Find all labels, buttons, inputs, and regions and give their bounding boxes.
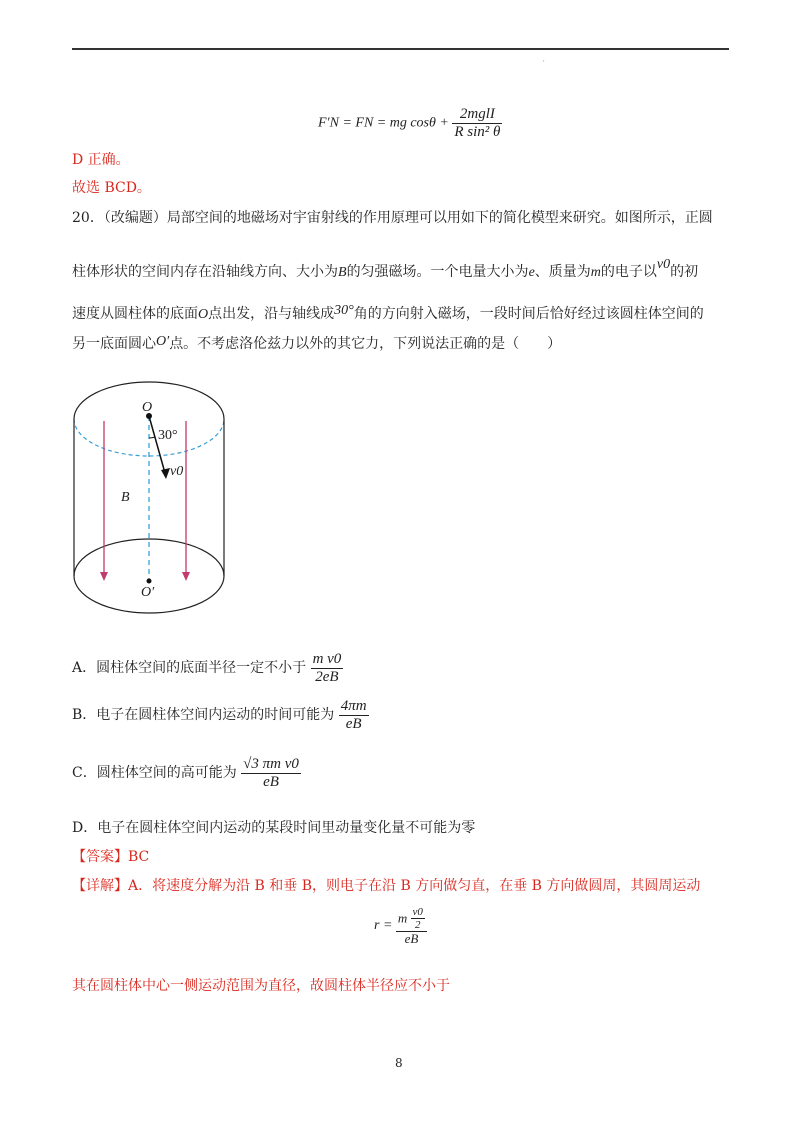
figure-label-v0: v0 [170,464,184,479]
option-a-denominator: 2eB [315,668,339,685]
q3-part-a: 速度从圆柱体的底面 [72,306,198,322]
question-line-4 [72,334,561,355]
radius-fraction [396,906,427,946]
q2-symbol-b: B [338,265,347,280]
radius-numerator [396,906,427,932]
question-line-3 [72,304,704,325]
option-c-fraction [241,756,301,791]
figure-label-b: B [121,490,130,505]
radius-inner-den: 2 [414,919,421,931]
option-b-numerator: 4πm [340,697,367,714]
d-correct-text: D 正确。 [72,152,130,168]
figure-label-o-prime: O′ [141,585,155,600]
radius-inner-num: v0 [412,906,423,918]
radius-num-m: m [397,910,408,926]
option-a [72,650,343,686]
figure-label-o: O [142,400,153,415]
question-line-1: 20．（改编题）局部空间的地磁场对宇宙射线的作用原理可以用如下的简化模型来研究。如图所示，正圆 [72,210,713,226]
answer-detail-label: 【详解】 [72,878,128,894]
option-b-fraction [339,698,369,733]
angle-arc [149,437,155,438]
option-c-text: C．圆柱体空间的高可能为 [72,765,237,781]
question-line-2 [72,257,699,283]
q3-part-b: 点出发，沿与轴线成 [208,306,335,322]
answer-detail-text: A．将速度分解为沿 B 和垂 B，则电子在沿 B 方向做匀直，在垂 B 方向做圆周，其圆周运动 [128,878,701,894]
answer-last-line: 其在圆柱体中心一侧运动范围为直径，故圆柱体半径应不小于 [72,978,450,994]
q4-symbol-o-prime: O′ [156,334,170,349]
top-equation-denominator: R sin² θ [454,124,501,140]
q4-part-b: 点。不考虑洛伦兹力以外的其它力，下列说法正确的是（ ） [169,336,562,352]
top-equation-fraction [452,106,502,141]
header-mark: ' [543,60,545,67]
q2-part-a: 柱体形状的空间内存在沿轴线方向、大小为 [72,264,338,280]
choose-text: 故选 BCD。 [72,180,151,196]
top-equation-lhs: F′N = FN = mg cosθ + [318,115,449,131]
q3-symbol-o: O [198,307,209,322]
option-c-denominator: eB [263,773,279,790]
option-b-text: B．电子在圆柱体空间内运动的时间可能为 [72,707,335,723]
q2-part-d: 的电子以 [600,264,657,280]
option-c-numerator: √3 πm v0 [243,755,299,772]
radius-inner-fraction [411,906,425,931]
q2-part-e: 的初 [670,264,699,280]
top-equation [318,106,502,141]
field-arrow-left [100,572,108,581]
figure-label-angle: 30° [158,428,178,443]
radius-denominator: eB [404,931,419,946]
q2-symbol-m: m [590,265,601,280]
answer-label: 【答案】BC [72,849,150,865]
q2-symbol-e: e [528,265,535,280]
q3-angle: 30° [334,303,354,318]
answer-detail [72,876,700,896]
top-equation-numerator: 2mglI [452,106,502,124]
q3-part-c: 角的方向射入磁场，一段时间后恰好经过该圆柱体空间的 [353,306,704,322]
radius-equation [374,906,427,946]
q2-part-c: 、质量为 [534,264,591,280]
option-a-text: A．圆柱体空间的底面半径一定不小于 [72,660,307,676]
radius-lhs: r = [374,918,393,933]
option-b-denominator: eB [345,715,362,732]
option-a-fraction [311,651,344,686]
velocity-arrowhead [161,468,170,479]
velocity-vector [149,416,165,473]
q4-part-a: 另一底面圆心 [72,336,156,352]
field-arrow-right [182,572,190,581]
header-rule [72,48,729,50]
q2-part-b: 的匀强磁场。一个电量大小为 [346,264,529,280]
option-c [72,755,301,791]
option-a-numerator: m v0 [312,650,342,667]
point-o-prime [147,579,152,584]
option-d: D．电子在圆柱体空间内运动的某段时间里动量变化量不可能为零 [72,820,476,836]
option-b [72,697,369,733]
bottom-ellipse [74,539,224,613]
page-number: 8 [395,1056,403,1070]
q2-symbol-v0: v0 [656,257,671,272]
